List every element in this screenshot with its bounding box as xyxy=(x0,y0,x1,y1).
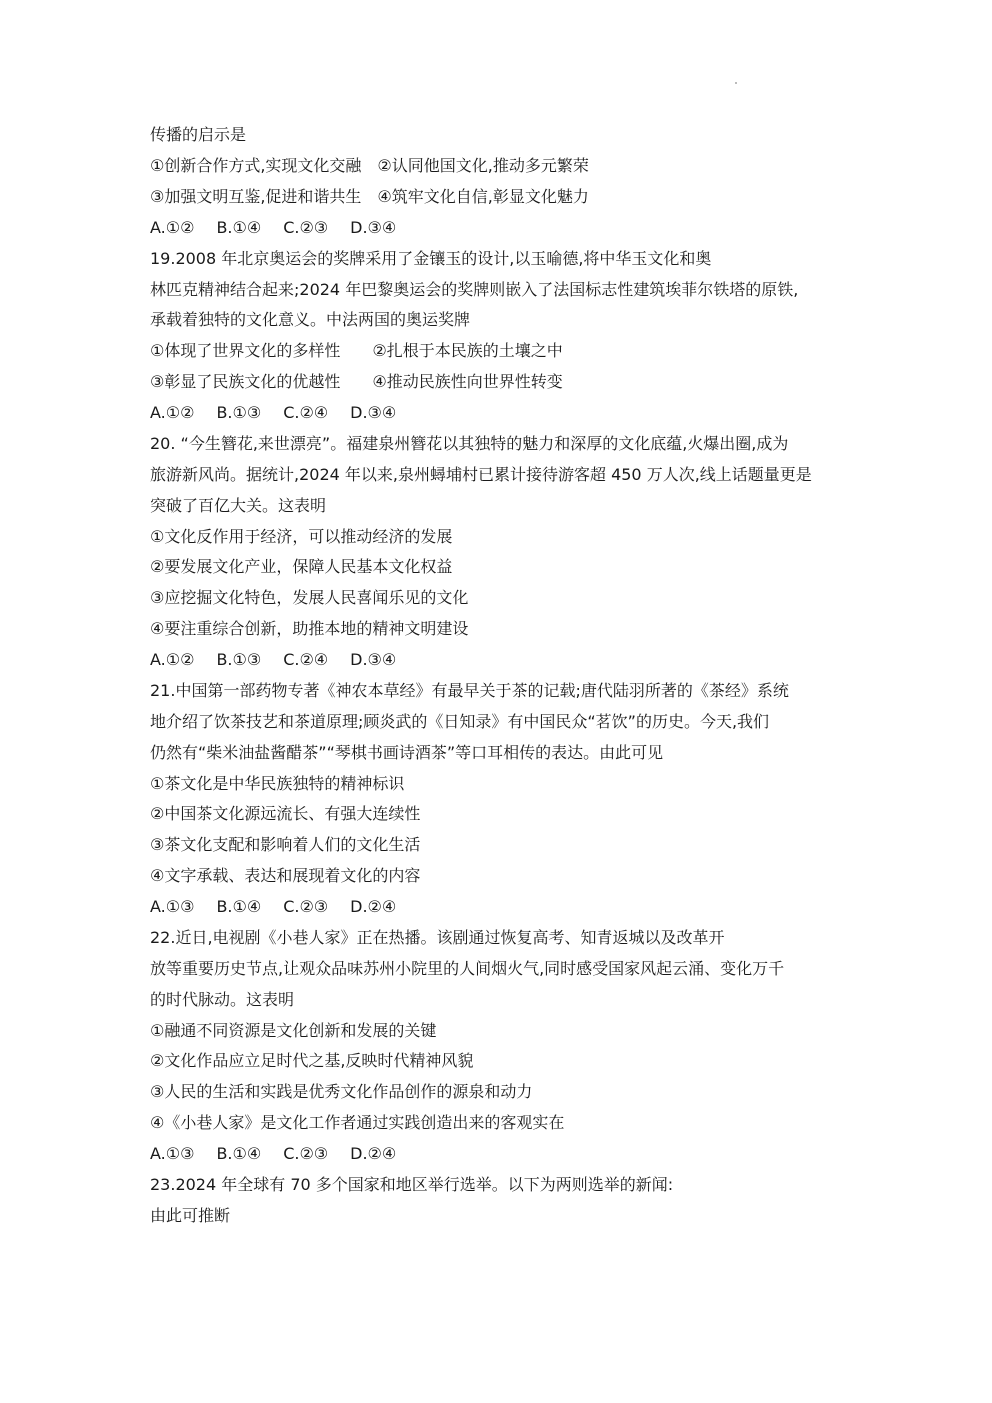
q19-choices xyxy=(150,403,850,423)
choice-a[interactable]: A.①③ xyxy=(150,1144,195,1163)
q23-stem-line: 由此可推断 xyxy=(150,1206,231,1225)
q22-option-line: ①融通不同资源是文化创新和发展的关键 xyxy=(150,1021,437,1040)
choice-d[interactable]: D.③④ xyxy=(350,650,397,669)
choice-d[interactable]: D.②④ xyxy=(350,1144,397,1163)
choice-c[interactable]: C.②④ xyxy=(283,650,329,669)
q22-option-line: ③人民的生活和实践是优秀文化作品创作的源泉和动力 xyxy=(150,1082,533,1101)
q21-stem-line: 地介绍了饮茶技艺和茶道原理;顾炎武的《日知录》有中国民众“茗饮”的历史。今天,我们 xyxy=(150,712,770,731)
choice-b[interactable]: B.①③ xyxy=(216,650,262,669)
q20-option-line: ②要发展文化产业，保障人民基本文化权益 xyxy=(150,557,453,576)
q22-stem-line: 的时代脉动。这表明 xyxy=(150,990,295,1009)
q20-stem-line: 20. “今生簪花,来世漂亮”。福建泉州簪花以其独特的魅力和深厚的文化底蕴,火爆出圈,成为 xyxy=(150,434,789,453)
q22-choices xyxy=(150,1144,850,1164)
q22-option-line: ②文化作品应立足时代之基,反映时代精神风貌 xyxy=(150,1051,474,1070)
q20-stem-line: 突破了百亿大关。这表明 xyxy=(150,496,327,515)
choice-d[interactable]: D.③④ xyxy=(350,218,397,237)
scan-mark xyxy=(735,82,737,84)
choice-c[interactable]: C.②④ xyxy=(283,403,329,422)
q21-stem-line: 21.中国第一部药物专著《神农本草经》有最早关于茶的记载;唐代陆羽所著的《茶经》系统 xyxy=(150,681,789,700)
q19-stem-line: 19.2008 年北京奥运会的奖牌采用了金镶玉的设计,以玉喻德,将中华玉文化和奥 xyxy=(150,249,712,268)
choice-d[interactable]: D.②④ xyxy=(350,897,397,916)
q22-option-line: ④《小巷人家》是文化工作者通过实践创造出来的客观实在 xyxy=(150,1113,565,1132)
q22-stem-line: 放等重要历史节点,让观众品味苏州小院里的人间烟火气,同时感受国家风起云涌、变化万千 xyxy=(150,959,785,978)
q18-stem-end: 传播的启示是 xyxy=(150,125,247,144)
q23-stem-line: 23.2024 年全球有 70 多个国家和地区举行选举。以下为两则选举的新闻: xyxy=(150,1175,674,1194)
choice-c[interactable]: C.②③ xyxy=(283,218,329,237)
q20-option-line: ①文化反作用于经济，可以推动经济的发展 xyxy=(150,527,453,546)
q20-stem-line: 旅游新风尚。据统计,2024 年以来,泉州蟳埔村已累计接待游客超 450 万人次,线上话题量更是 xyxy=(150,465,812,484)
q21-option-line: ①茶文化是中华民族独特的精神标识 xyxy=(150,774,405,793)
q21-option-line: ②中国茶文化源远流长、有强大连续性 xyxy=(150,804,421,823)
choice-c[interactable]: C.②③ xyxy=(283,1144,329,1163)
q18-choices xyxy=(150,218,850,238)
q18-option-line: ①创新合作方式,实现文化交融 ②认同他国文化,推动多元繁荣 xyxy=(150,156,589,175)
choice-a[interactable]: A.①③ xyxy=(150,897,195,916)
q22-stem-line: 22.近日,电视剧《小巷人家》正在热播。该剧通过恢复高考、知青返城以及改革开 xyxy=(150,928,725,947)
choice-b[interactable]: B.①④ xyxy=(216,1144,262,1163)
choice-a[interactable]: A.①② xyxy=(150,403,195,422)
choice-b[interactable]: B.①④ xyxy=(216,897,262,916)
q21-choices xyxy=(150,897,850,917)
q21-option-line: ③茶文化支配和影响着人们的文化生活 xyxy=(150,835,421,854)
q19-stem-line: 承载着独特的文化意义。中法两国的奥运奖牌 xyxy=(150,310,471,329)
q21-stem-line: 仍然有“柴米油盐酱醋茶”“琴棋书画诗酒茶”等口耳相传的表达。由此可见 xyxy=(150,743,664,762)
q20-choices xyxy=(150,650,850,670)
choice-a[interactable]: A.①② xyxy=(150,650,195,669)
q21-option-line: ④文字承载、表达和展现着文化的内容 xyxy=(150,866,421,885)
q19-option-line: ①体现了世界文化的多样性 ②扎根于本民族的土壤之中 xyxy=(150,341,563,360)
choice-a[interactable]: A.①② xyxy=(150,218,195,237)
choice-d[interactable]: D.③④ xyxy=(350,403,397,422)
q19-option-line: ③彰显了民族文化的优越性 ④推动民族性向世界性转变 xyxy=(150,372,563,391)
q19-stem-line: 林匹克精神结合起来;2024 年巴黎奥运会的奖牌则嵌入了法国标志性建筑埃菲尔铁塔的原铁, xyxy=(150,280,799,299)
choice-b[interactable]: B.①③ xyxy=(216,403,262,422)
choice-c[interactable]: C.②③ xyxy=(283,897,329,916)
q18-option-line: ③加强文明互鉴,促进和谐共生 ④筑牢文化自信,彰显文化魅力 xyxy=(150,187,589,206)
choice-b[interactable]: B.①④ xyxy=(216,218,262,237)
q20-option-line: ④要注重综合创新，助推本地的精神文明建设 xyxy=(150,619,469,638)
q20-option-line: ③应挖掘文化特色，发展人民喜闻乐见的文化 xyxy=(150,588,469,607)
